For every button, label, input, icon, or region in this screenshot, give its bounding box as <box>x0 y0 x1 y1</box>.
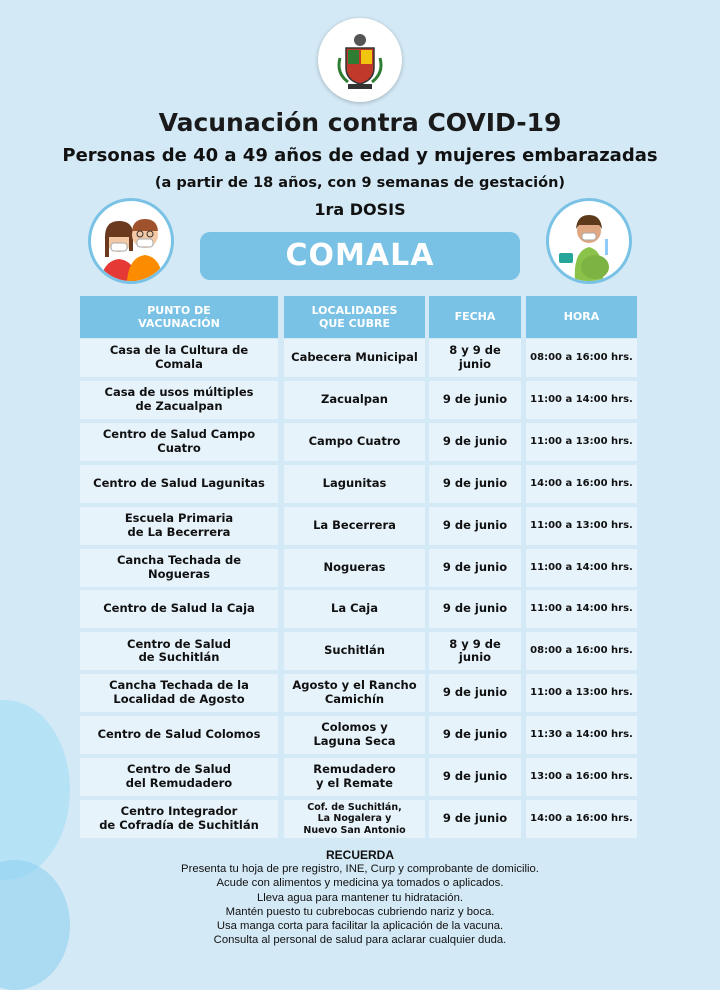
cell-date: 9 de junio <box>429 507 521 545</box>
cell-vaccination-point: Casa de la Cultura de Comala <box>80 339 278 377</box>
header-date: FECHA <box>429 296 521 338</box>
cell-localities: La Becerrera <box>284 507 425 545</box>
cell-time: 11:00 a 14:00 hrs. <box>526 381 637 419</box>
cell-date: 8 y 9 de junio <box>429 339 521 377</box>
cell-date: 9 de junio <box>429 465 521 503</box>
cell-vaccination-point: Centro de Salud de Suchitlán <box>80 632 278 670</box>
cell-localities: Suchitlán <box>284 632 425 670</box>
cell-vaccination-point: Escuela Primaria de La Becerrera <box>80 507 278 545</box>
reminder-line: Usa manga corta para facilitar la aplicación de la vacuna. <box>216 920 504 933</box>
cell-date: 9 de junio <box>429 549 521 587</box>
cell-time: 11:00 a 13:00 hrs. <box>526 674 637 712</box>
cell-localities: La Caja <box>284 590 425 628</box>
page-subtitle: Personas de 40 a 49 años de edad y mujeres embarazadas <box>62 145 658 166</box>
reminder-line: Consulta al personal de salud para aclarar cualquier duda. <box>213 934 507 947</box>
cell-time: 11:00 a 13:00 hrs. <box>526 423 637 461</box>
header-time: HORA <box>526 296 637 338</box>
page-title: Vacunación contra COVID-19 <box>158 108 562 137</box>
cell-localities: Agosto y el Rancho Camichín <box>284 674 425 712</box>
cell-vaccination-point: Centro de Salud Campo Cuatro <box>80 423 278 461</box>
cell-time: 13:00 a 16:00 hrs. <box>526 758 637 796</box>
cell-vaccination-point: Centro de Salud del Remudadero <box>80 758 278 796</box>
cell-vaccination-point: Casa de usos múltiples de Zacualpan <box>80 381 278 419</box>
cell-vaccination-point: Cancha Techada de la Localidad de Agosto <box>80 674 278 712</box>
cell-localities: Nogueras <box>284 549 425 587</box>
reminders <box>0 848 720 947</box>
cell-date: 9 de junio <box>429 590 521 628</box>
cell-localities: Cabecera Municipal <box>284 339 425 377</box>
cell-date: 9 de junio <box>429 758 521 796</box>
cell-localities: Remudadero y el Remate <box>284 758 425 796</box>
reminder-line: Acude con alimentos y medicina ya tomados o aplicados. <box>216 877 504 890</box>
cell-date: 8 y 9 de junio <box>429 632 521 670</box>
reminder-line: Presenta tu hoja de pre registro, INE, Curp y comprobante de domicilio. <box>181 863 539 876</box>
cell-date: 9 de junio <box>429 716 521 754</box>
cell-localities: Zacualpan <box>284 381 425 419</box>
cell-vaccination-point: Centro Integrador de Cofradía de Suchitlán <box>80 800 278 838</box>
cell-time: 14:00 a 16:00 hrs. <box>526 800 637 838</box>
dose-label: 1ra DOSIS <box>314 200 406 219</box>
pregnant-woman-icon <box>546 198 632 284</box>
header-localities: LOCALIDADES QUE CUBRE <box>284 296 425 338</box>
cell-vaccination-point: Centro de Salud la Caja <box>80 590 278 628</box>
cell-vaccination-point: Cancha Techada de Nogueras <box>80 549 278 587</box>
cell-vaccination-point: Centro de Salud Colomos <box>80 716 278 754</box>
coat-of-arms-icon <box>318 18 402 102</box>
couple-with-masks-icon <box>88 198 174 284</box>
reminder-line: Mantén puesto tu cubrebocas cubriendo nariz y boca. <box>225 905 495 918</box>
cell-date: 9 de junio <box>429 800 521 838</box>
reminders-heading: RECUERDA <box>325 848 394 862</box>
reminder-line: Lleva agua para mantener tu hidratación. <box>257 891 463 904</box>
municipality-banner: COMALA <box>200 232 520 280</box>
cell-time: 11:00 a 14:00 hrs. <box>526 549 637 587</box>
cell-time: 11:30 a 14:00 hrs. <box>526 716 637 754</box>
cell-localities: Lagunitas <box>284 465 425 503</box>
cell-date: 9 de junio <box>429 423 521 461</box>
cell-date: 9 de junio <box>429 381 521 419</box>
cell-localities: Colomos y Laguna Seca <box>284 716 425 754</box>
header-vaccination-point: PUNTO DE VACUNACIÓN <box>80 296 278 338</box>
cell-date: 9 de junio <box>429 674 521 712</box>
cell-time: 11:00 a 13:00 hrs. <box>526 507 637 545</box>
cell-time: 11:00 a 14:00 hrs. <box>526 590 637 628</box>
page-subtitle-note: (a partir de 18 años, con 9 semanas de gestación) <box>154 175 566 191</box>
cell-time: 08:00 a 16:00 hrs. <box>526 632 637 670</box>
cell-time: 08:00 a 16:00 hrs. <box>526 339 637 377</box>
cell-vaccination-point: Centro de Salud Lagunitas <box>80 465 278 503</box>
cell-time: 14:00 a 16:00 hrs. <box>526 465 637 503</box>
cell-localities: Cof. de Suchitlán, La Nogalera y Nuevo San Antonio <box>284 800 425 838</box>
cell-localities: Campo Cuatro <box>284 423 425 461</box>
